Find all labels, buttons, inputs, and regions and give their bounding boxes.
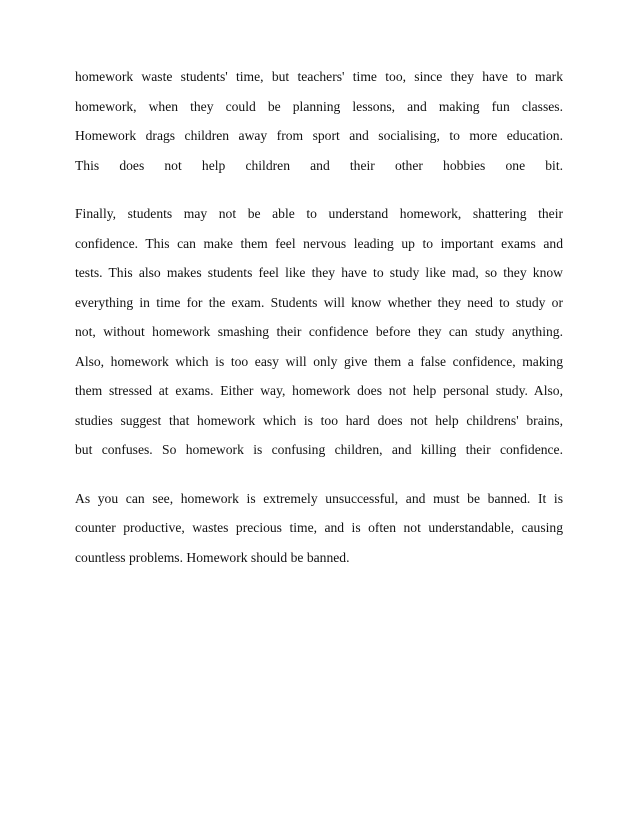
paragraph-3 xyxy=(75,484,563,573)
text-line: counter productive, wastes precious time, and is often not understandable, causing xyxy=(75,520,563,535)
text-line: Homework drags children away from sport and socialising, to more education. xyxy=(75,128,563,143)
text-line: Finally, students may not be able to understand homework, shattering their xyxy=(75,206,563,221)
text-line: but confuses. So homework is confusing children, and killing their confidence. xyxy=(75,442,563,457)
text-line: studies suggest that homework which is too hard does not help childrens' brains, xyxy=(75,412,563,428)
text-line: tests. This also makes students feel like they have to study like mad, so they know xyxy=(75,265,563,280)
text-line: This does not help children and their other hobbies one bit. xyxy=(75,157,563,173)
text-line: homework waste students' time, but teachers' time too, since they have to mark xyxy=(75,69,563,84)
text-line: Also, homework which is too easy will only give them a false confidence, making xyxy=(75,353,563,369)
text-line: As you can see, homework is extremely unsuccessful, and must be banned. It is xyxy=(75,490,563,506)
text-line: countless problems. Homework should be banned. xyxy=(75,549,350,565)
paragraph-2 xyxy=(75,199,563,465)
text-line: not, without homework smashing their confidence before they can study anything. xyxy=(75,324,563,339)
document-page xyxy=(75,62,563,591)
text-line: everything in time for the exam. Students will know whether they need to study or xyxy=(75,294,563,310)
text-line: them stressed at exams. Either way, homework does not help personal study. Also, xyxy=(75,383,563,398)
text-line: homework, when they could be planning lessons, and making fun classes. xyxy=(75,98,563,114)
paragraph-1 xyxy=(75,62,563,180)
text-line: confidence. This can make them feel nervous leading up to important exams and xyxy=(75,235,563,251)
